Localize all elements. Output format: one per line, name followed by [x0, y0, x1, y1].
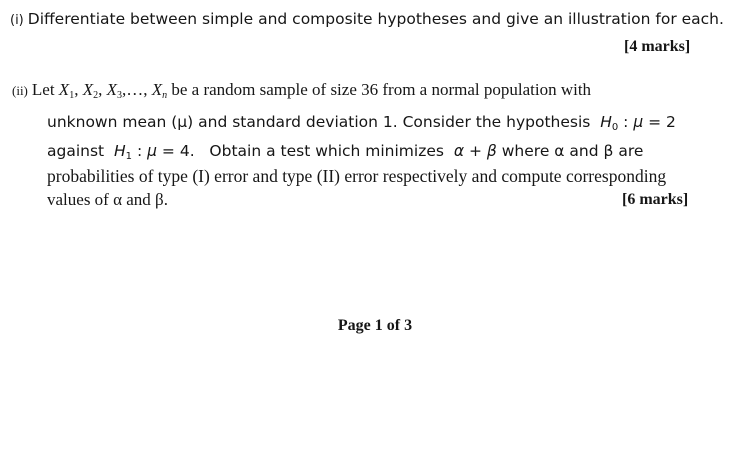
null-hypothesis: $H_0$ : μ = 2 [600, 113, 676, 133]
question-2-line1-suffix: be a random sample of size 36 from a normal population with [171, 80, 592, 99]
question-2-line1-prefix: Let [31, 80, 55, 99]
question-1-text: Differentiate between simple and composite hypotheses and give an illustration for each. [27, 10, 724, 28]
page-number: Page 1 of 3 [337, 317, 413, 334]
question-1-marks: [4 marks] [624, 38, 691, 55]
question-2-line-1 [12, 80, 591, 101]
question-2-line3-mid: Obtain a test which minimizes [209, 142, 444, 160]
question-2-line2-text: unknown mean (μ) and standard deviation 1. Consider the hypothesis [47, 113, 591, 131]
question-1-marker: (i) [10, 13, 24, 28]
question-2-marker: (ii) [12, 83, 28, 98]
question-2-marks: [6 marks] [622, 191, 689, 208]
question-2-line-4 [47, 166, 666, 186]
question-2-line5-text: values of α and β. [47, 190, 168, 209]
question-2-line3-suffix: where α and β are [501, 142, 644, 160]
sample-variables: $X_1$, $X_2$, $X_3,\dots$, $X_n$ [58, 80, 168, 101]
alpha-plus-beta: α + β [453, 142, 497, 160]
h1-value: = 4. [161, 142, 195, 160]
alternative-hypothesis: $H_1$ : μ = 4. [114, 142, 195, 162]
question-2-line3-prefix: against [47, 142, 105, 160]
question-2-line4-text: probabilities of type (I) error and type (II) error respectively and compute corresponding [47, 166, 667, 186]
question-2-line-3 [47, 141, 643, 161]
question-2-line-2 [47, 112, 676, 132]
question-1-line [10, 9, 724, 31]
h0-value: = 2 [648, 113, 676, 131]
question-2-line-5 [47, 190, 168, 210]
